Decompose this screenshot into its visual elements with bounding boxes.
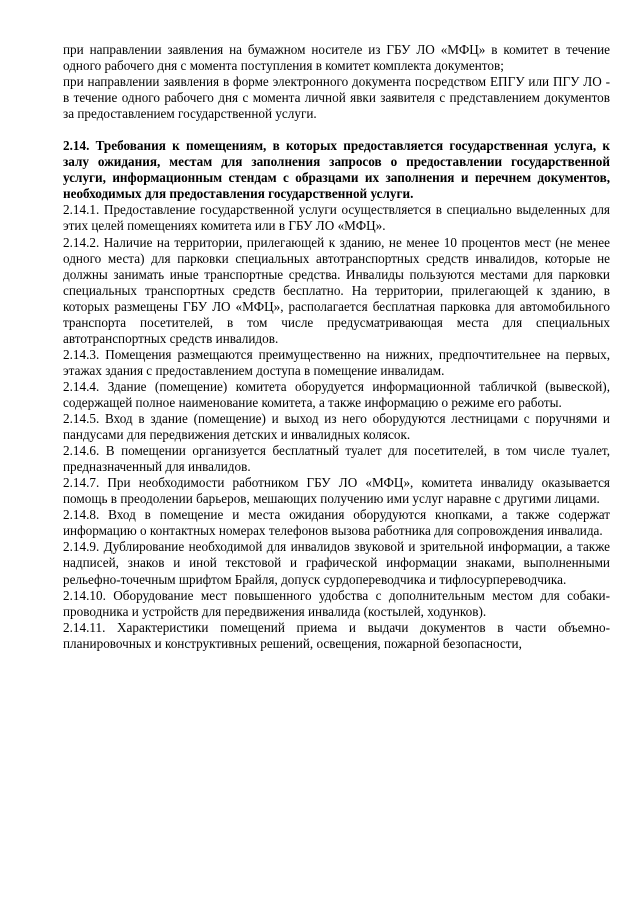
intro-paragraph-paper: при направлении заявления на бумажном носителе из ГБУ ЛО «МФЦ» в комитет в течение одного рабочего дня с момента поступления в комитет комплекта документов; [63,42,610,74]
clause-2-14-6: 2.14.6. В помещении организуется бесплатный туалет для посетителей, в том числе туалет, предназначенный для инвалидов. [63,443,610,475]
clause-2-14-2: 2.14.2. Наличие на территории, прилегающей к зданию, не менее 10 процентов мест (не менее одного места) для парковки специальных автотранспортных средств инвалидов, которые не должны занимать иные транспортные средства. Инвалиды пользуются местами для парковки специальных транспортных средств бесплатно. На территории, прилегающей к зданию, в которых размещены ГБУ ЛО «МФЦ», располагается бесплатная парковка для автомобильного транспорта посетителей, в том числе предусматривающая места для специальных автотранспортных средств инвалидов. [63,234,610,346]
section-spacer [63,122,610,138]
intro-paragraph-electronic: при направлении заявления в форме электронного документа посредством ЕПГУ или ПГУ ЛО - в течение одного рабочего дня с момента личной явки заявителя с представлением документов за предоставлением государственной услуги. [63,74,610,122]
clause-2-14-5: 2.14.5. Вход в здание (помещение) и выход из него оборудуются лестницами с поручнями и пандусами для передвижения детских и инвалидных колясок. [63,411,610,443]
clause-2-14-1: 2.14.1. Предоставление государственной услуги осуществляется в специально выделенных для этих целей помещениях комитета или в ГБУ ЛО «МФЦ». [63,202,610,234]
clause-2-14-7: 2.14.7. При необходимости работником ГБУ ЛО «МФЦ», комитета инвалиду оказывается помощь в преодолении барьеров, мешающих получению ими услуг наравне с другими лицами. [63,475,610,507]
clause-2-14-8: 2.14.8. Вход в помещение и места ожидания оборудуются кнопками, а также содержат информацию о контактных номерах телефонов вызова работника для сопровождения инвалида. [63,507,610,539]
clause-2-14-9: 2.14.9. Дублирование необходимой для инвалидов звуковой и зрительной информации, а также надписей, знаков и иной текстовой и графической информации знаками, выполненными рельефно-точечным шрифтом Брайля, допуск сурдопереводчика и тифлосурпереводчика. [63,539,610,587]
clause-2-14-11: 2.14.11. Характеристики помещений приема и выдачи документов в части объемно-планировочных и конструктивных решений, освещения, пожарной безопасности, [63,619,610,651]
clause-2-14-3: 2.14.3. Помещения размещаются преимущественно на нижних, предпочтительнее на первых, этажах здания с предоставлением доступа в помещение инвалидам. [63,346,610,378]
section-heading: 2.14. Требования к помещениям, в которых предоставляется государственная услуга, к залу ожидания, местам для заполнения запросов о предоставлении государственной услуги, информационным стендам с образцами их заполнения и перечнем документов, необходимых для предоставления государственной услуги. [63,138,610,202]
clause-2-14-4: 2.14.4. Здание (помещение) комитета оборудуется информационной табличкой (вывеской), содержащей полное наименование комитета, а также информацию о режиме его работы. [63,378,610,410]
clause-2-14-10: 2.14.10. Оборудование мест повышенного удобства с дополнительным местом для собаки-проводника и устройств для передвижения инвалида (костылей, ходунков). [63,587,610,619]
